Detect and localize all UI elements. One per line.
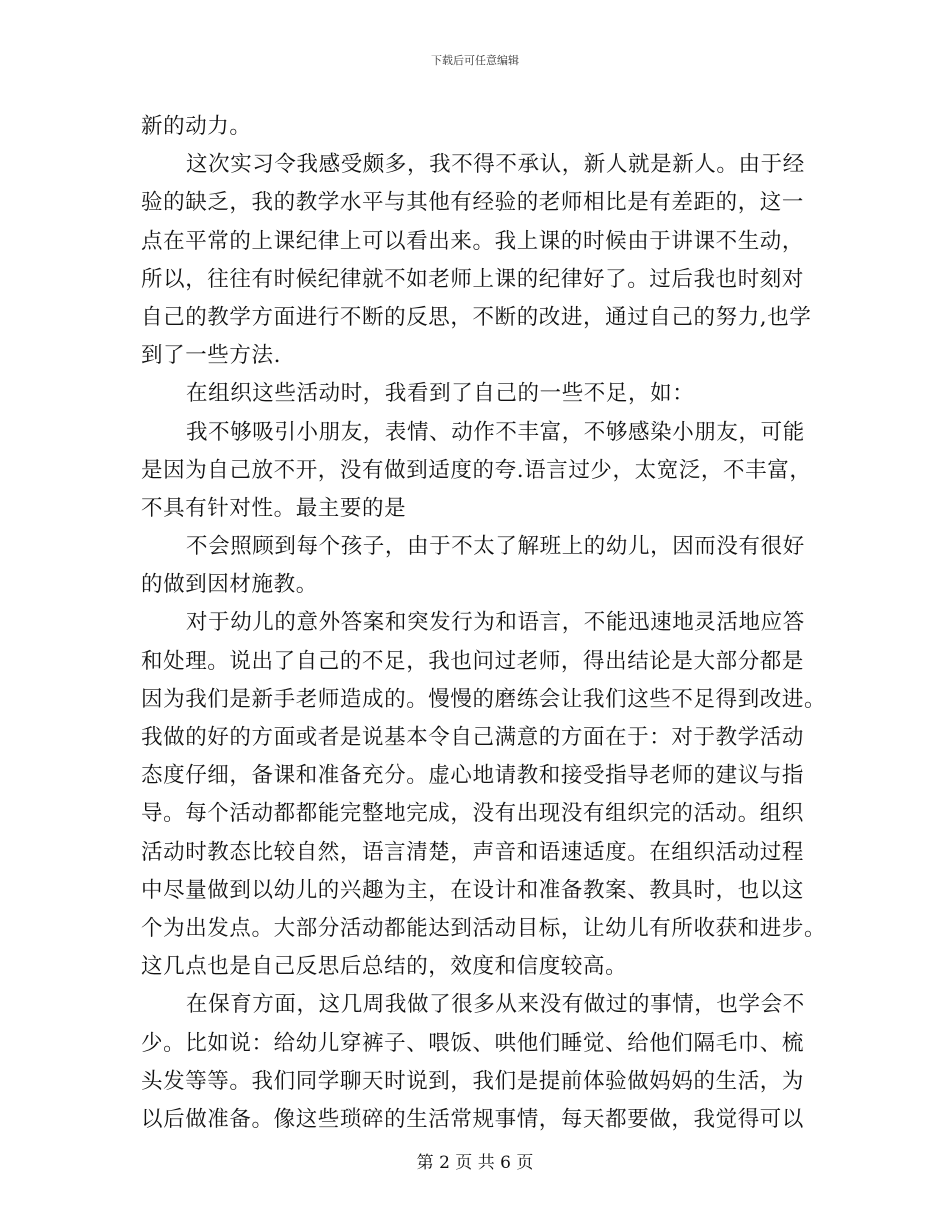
page-footer: 第 2 页 共 6 页: [416, 1153, 534, 1173]
text-line: 所以，往往有时候纪律就不如老师上课的纪律好了。过后我也时刻对: [141, 266, 805, 292]
text-line: 活动时教态比较自然，语言清楚，声音和语速适度。在组织活动过程: [141, 839, 805, 865]
text-line: 点在平常的上课纪律上可以看出来。我上课的时候由于讲课不生动，: [141, 228, 805, 254]
text-line: 自己的教学方面进行不断的反思，不断的改进，通过自己的努力,也学: [141, 304, 812, 330]
text-line: 在组织这些活动时，我看到了自己的一些不足，如：: [186, 381, 695, 407]
text-line: 个为出发点。大部分活动都能达到活动目标，让幼儿有所收获和进步。: [141, 915, 827, 941]
text-line: 中尽量做到以幼儿的兴趣为主，在设计和准备教案、教具时，也以这: [141, 877, 805, 903]
text-line: 到了一些方法.: [141, 343, 282, 369]
text-line: 不具有针对性。最主要的是: [141, 495, 407, 521]
text-line: 在保育方面，这几周我做了很多从来没有做过的事情，也学会不: [186, 992, 805, 1018]
page-header: 下载后可任意编辑: [431, 54, 519, 67]
document-body: [141, 108, 827, 1139]
text-line: 态度仔细，备课和准备充分。虚心地请教和接受指导老师的建议与指: [141, 763, 805, 789]
text-line: 因为我们是新手老师造成的。慢慢的磨练会让我们这些不足得到改进。: [141, 686, 827, 712]
text-line: 新的动力。: [141, 114, 252, 139]
text-line: 验的缺乏，我的教学水平与其他有经验的老师相比是有差距的，这一: [141, 190, 805, 216]
text-line: 头发等等。我们同学聊天时说到，我们是提前体验做妈妈的生活，为: [141, 1068, 805, 1094]
text-line: 我不够吸引小朋友，表情、动作不丰富，不够感染小朋友，可能: [186, 419, 805, 445]
text-line: 不会照顾到每个孩子，由于不太了解班上的幼儿，因而没有很好: [186, 534, 805, 560]
text-line: 的做到因材施教。: [141, 572, 318, 598]
text-line: 是因为自己放不开，没有做到适度的夸.语言过少，太宽泛，不丰富，: [141, 457, 812, 483]
text-line: 对于幼儿的意外答案和突发行为和语言，不能迅速地灵活地应答: [186, 610, 805, 636]
text-line: 和处理。说出了自己的不足，我也问过老师，得出结论是大部分都是: [141, 648, 805, 674]
text-line: 导。每个活动都都能完整地完成，没有出现没有组织完的活动。组织: [141, 801, 805, 827]
text-line: 以后做准备。像这些琐碎的生活常规事情，每天都要做，我觉得可以: [141, 1106, 805, 1132]
text-line: 我做的好的方面或者是说基本令自己满意的方面在于：对于教学活动: [141, 725, 805, 750]
text-line: 这几点也是自己反思后总结的，效度和信度较高。: [141, 954, 628, 980]
text-line: 这次实习令我感受颇多，我不得不承认，新人就是新人。由于经: [186, 152, 805, 178]
text-line: 少。比如说：给幼儿穿裤子、喂饭、哄他们睡觉、给他们隔毛巾、梳: [141, 1030, 805, 1056]
